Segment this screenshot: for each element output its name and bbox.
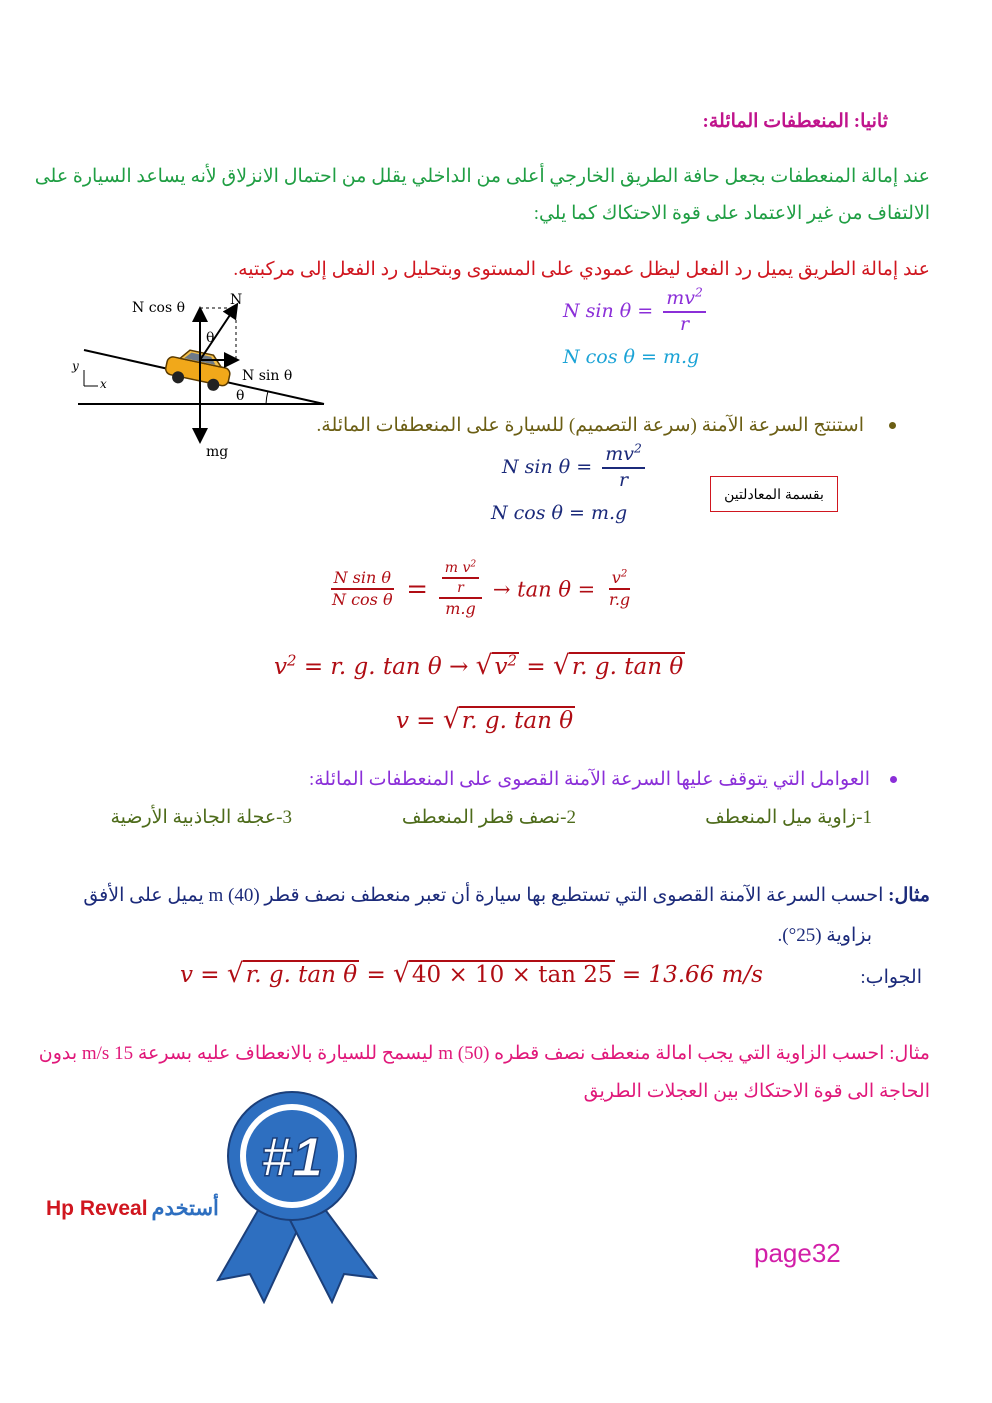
n-label: N (230, 292, 243, 308)
example-1-line-2: بزاوية (25°). (777, 925, 872, 946)
example-1-line-1: مثال: احسب السرعة الآمنة القصوى التي تستطيع بها سيارة أن تعبر منعطف نصف قطر m (40) يميل على الأفق (83, 885, 930, 906)
bullet-2: العوامل التي يتوقف عليها السرعة الآمنة القصوى على المنعطفات المائلة: (308, 769, 870, 790)
mg-label: mg (206, 444, 229, 460)
derivation-line-1: $\frac{\text{N sin θ}}{\text{N cos θ}}$ = $\frac{\frac{m v^2}{r}}{m.g}$ → tan θ = $\frac{v^2}{r.g}$ (332, 559, 631, 619)
banked-curve-diagram (70, 290, 340, 470)
bullet-1: استنتج السرعة الآمنة (سرعة التصميم) للسيارة على المنعطفات المائلة. (316, 415, 864, 436)
axis-y-label: y (72, 359, 79, 373)
example-2-line-1: مثال: احسب الزاوية التي يجب امالة منعطف نصف قطره m (50) ليسمح للسيارة بالانعطاف عليه بسرعة 15 m/s بدون (38, 1043, 930, 1064)
eq-mid-ncos: N cos θ = m.g (491, 502, 628, 524)
example-1-answer: v = √r. g. tan θ = √40 × 10 × tan 25 = 13.66 m/s (180, 958, 763, 989)
factor-3: 3-عجلة الجاذبية الأرضية (110, 807, 292, 828)
example-2-line-2: الحاجة الى قوة الاحتكاك بين العجلات الطريق (583, 1081, 930, 1102)
bullet-dot-2 (890, 776, 897, 783)
tilt-line: عند إمالة الطريق يميل رد الفعل ليظل عمودي على المستوى وبتحليل رد الفعل إلى مركبتيه. (233, 259, 930, 280)
ncos-label: N cos θ (132, 300, 186, 316)
bullet-dot-1 (889, 422, 896, 429)
eq-top-ncos: N cos θ = m.g (563, 346, 700, 368)
theta-top-label: θ (206, 330, 215, 346)
hp-reveal-brand: Hp Reveal (46, 1197, 148, 1220)
car-icon (163, 346, 233, 394)
derivation-line-3: v = √r. g. tan θ (396, 704, 574, 735)
eq-top-nsin: N sin θ = $\frac{mv^2}{r}$ (563, 288, 710, 336)
hp-reveal-note (46, 1196, 219, 1221)
theta-base-label: θ (236, 388, 245, 404)
factor-2: 2-نصف قطر المنعطف (401, 807, 576, 828)
factor-1: 1-زاوية ميل المنعطف (705, 807, 872, 828)
ribbon-text: #1 (260, 1125, 324, 1188)
example-1-label: مثال: (888, 885, 930, 906)
derivation-line-2: $v^2 = r$. g. $\tan \theta \to √v^2 = √r$. g. tan θ (274, 650, 684, 681)
intro-line-1: عند إمالة المنعطفات بجعل حافة الطريق الخارجي أعلى من الداخلي يقلل من احتمال الانزلاق لأنه يساعد السيارة على (34, 166, 930, 187)
angle-arc (266, 391, 268, 404)
boxed-note: بقسمة المعادلتين (710, 476, 838, 512)
hp-reveal-word: أستخدم (151, 1196, 219, 1220)
eq-mid-nsin: N sin θ = $\frac{mv^2}{r}$ (502, 444, 649, 492)
axis-x-label: x (100, 377, 107, 391)
section-title: ثانيا: المنعطفات المائلة: (702, 111, 888, 132)
intro-line-2: الالتفاف من غير الاعتماد على قوة الاحتكاك كما يلي: (533, 203, 930, 224)
nsin-label: N sin θ (242, 368, 293, 384)
ribbon-badge-icon (206, 1090, 386, 1304)
page-label: page32 (754, 1238, 841, 1268)
example-1-answer-label: الجواب: (860, 967, 922, 988)
